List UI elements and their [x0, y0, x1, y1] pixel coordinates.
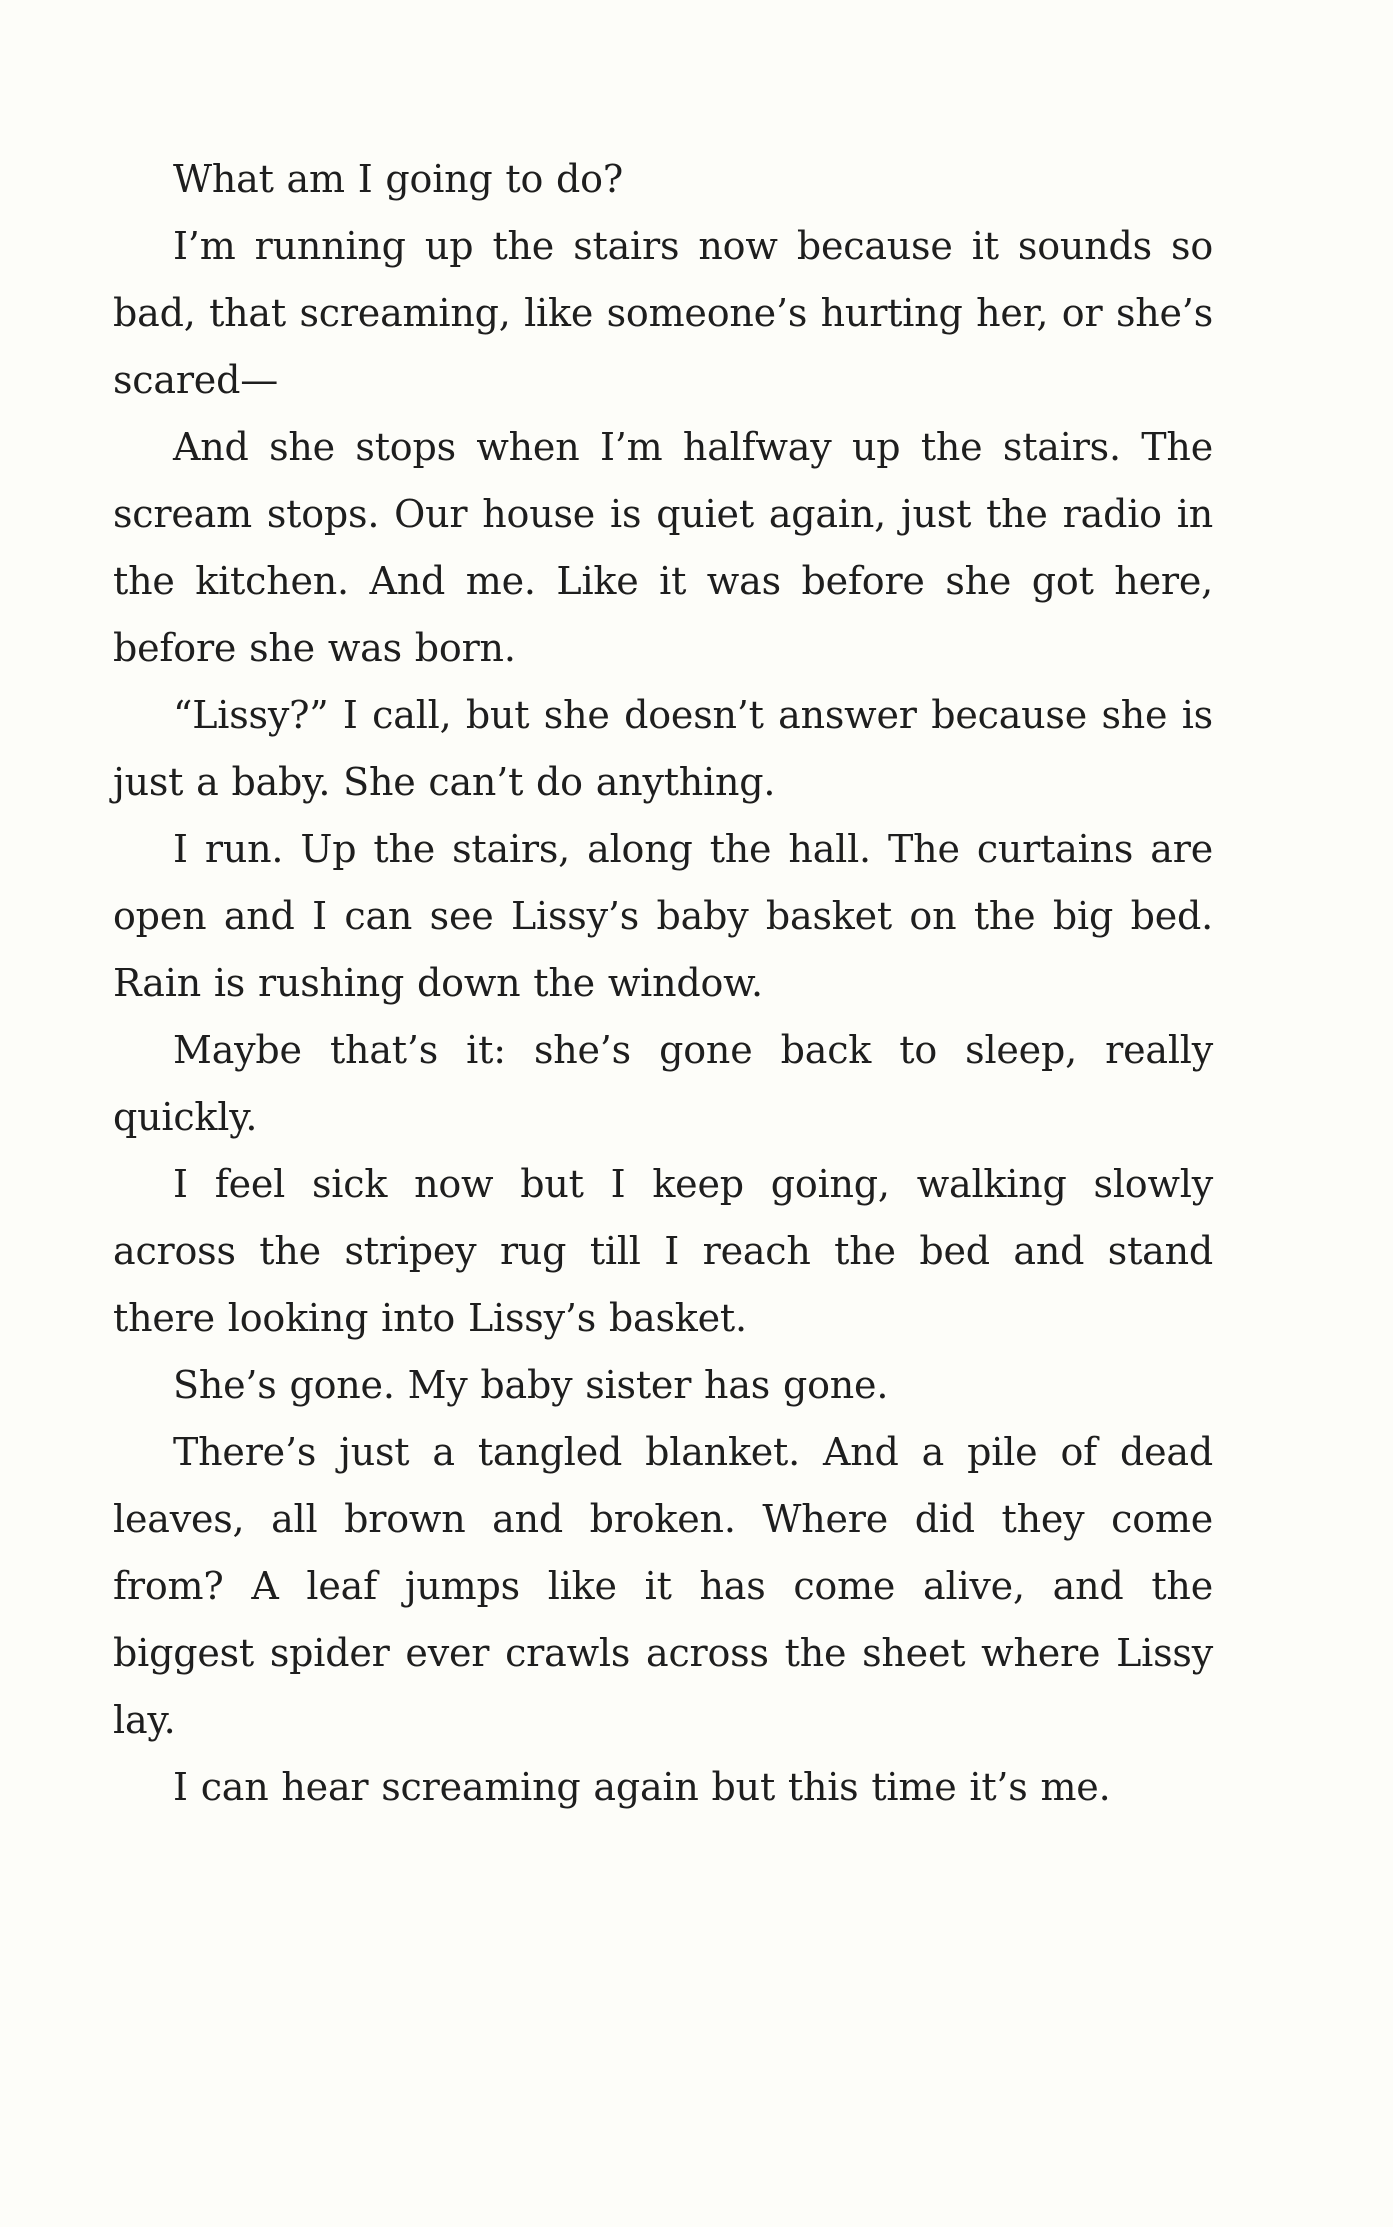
paragraph-2: I’m running up the stairs now because it sounds so bad, that screaming, like someone’s hurting her, or she’s scared— [113, 224, 1213, 402]
paragraph-4: “Lissy?” I call, but she doesn’t answer because she is just a baby. She can’t do anything. [113, 693, 1213, 804]
paragraph-7: I feel sick now but I keep going, walking slowly across the stripey rug till I reach the bed and stand there looking into Lissy’s basket. [113, 1162, 1213, 1340]
paragraph-10: I can hear screaming again but this time it’s me. [173, 1765, 1111, 1809]
paragraph-1: What am I going to do? [173, 157, 624, 201]
paragraph-5: I run. Up the stairs, along the hall. The curtains are open and I can see Lissy’s baby basket on the big bed. Rain is rushing down the window. [113, 827, 1213, 1005]
paragraph-6: Maybe that’s it: she’s gone back to sleep, really quickly. [113, 1028, 1213, 1139]
book-page [113, 146, 1213, 1821]
paragraph-9: There’s just a tangled blanket. And a pile of dead leaves, all brown and broken. Where did they come from? A leaf jumps like it has come alive, and the biggest spider ever crawls across the sheet where Lissy lay. [113, 1430, 1213, 1742]
paragraph-8: She’s gone. My baby sister has gone. [173, 1363, 889, 1407]
paragraph-3: And she stops when I’m halfway up the stairs. The scream stops. Our house is quiet again, just the radio in the kitchen. And me. Like it was before she got here, before she was born. [113, 425, 1213, 670]
